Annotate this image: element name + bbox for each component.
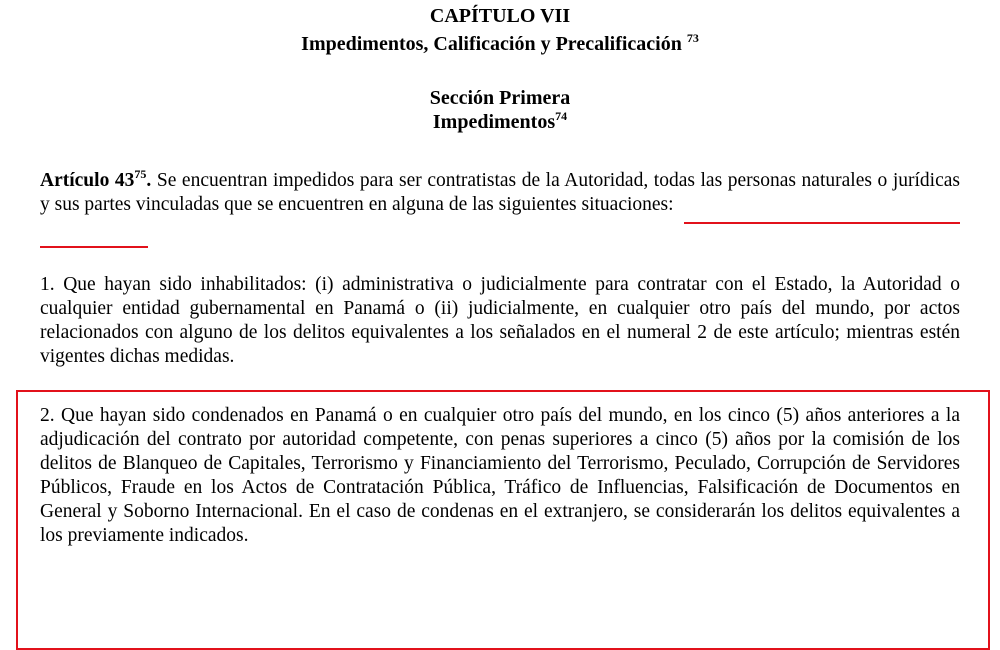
list-item: 2. Que hayan sido condenados en Panamá o en cualquier otro país del mundo, en los cinco (5) años anteriores a la adjudicación del contrato por autoridad competente, con penas superiores a cinco (5) años por la comisión de los delitos de Blanqueo de Capitales, Terrorismo y Financiamiento del Terrorismo, Peculado, Corrupción de Servidores Públicos, Fraude en los Actos de Contratación Pública, Tráfico de Influencias, Falsificación de Documentos en General y Soborno Internacional. En el caso de condenas en el extranjero, se considerarán los delitos equivalentes a los previamente indicados. — [40, 405, 960, 546]
section-subtitle — [0, 110, 1000, 134]
section-subtitle-text: Impedimentos — [432, 111, 556, 133]
chapter-title: CAPÍTULO VII — [429, 5, 571, 27]
article-paragraph: Artículo $43^{75}$. Se encuentran impedidos para ser contratistas de la Autoridad, todas las personas naturales o jurídicas y sus partes vinculadas que se encuentren en alguna de las siguientes situaciones: — [40, 167, 960, 215]
article-label: Artículo $43^{75}$. — [40, 167, 152, 191]
article-text: Se encuentran impedidos para ser contratistas de la Autoridad, todas las personas naturales o jurídicas y sus partes vinculadas que se encuentren — [40, 170, 960, 215]
chapter-footnote: 73 — [686, 31, 699, 45]
list-item: 1. Que hayan sido inhabilitados: (i) administrativa o judicialmente para contratar con el Estado, la Autoridad o cualquier entidad gubernamental en Panamá o (ii) judicialmente, en cualquier otro país del mundo, por actos relacionados con alguno de los delitos equivalentes a los señalados en el numeral 2 de este artículo; mientras estén vigentes dichas medidas. — [40, 274, 960, 367]
article-highlight: en alguna de las siguientes situaciones — [368, 194, 669, 215]
section-title: Sección Primera — [429, 87, 571, 109]
underline-annotation — [40, 246, 148, 248]
section-footnote: 74 — [555, 109, 568, 123]
article-footnote: 75 — [134, 167, 147, 181]
chapter-subtitle — [0, 32, 1000, 56]
underline-annotation — [684, 222, 960, 224]
chapter-subtitle-text: Impedimentos, Calificación y Precalificación — [301, 33, 682, 55]
